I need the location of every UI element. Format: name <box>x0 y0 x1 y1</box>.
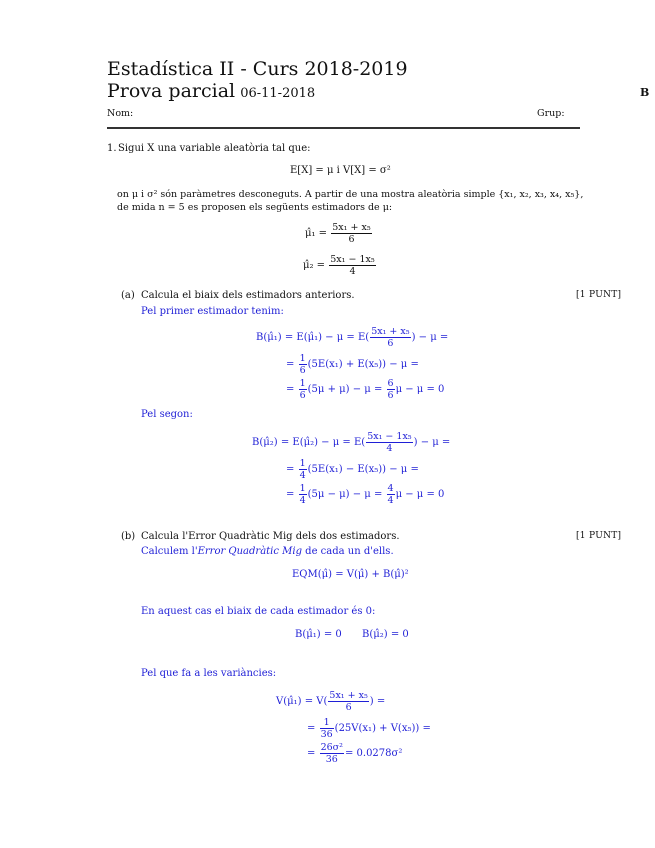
nom-label: Nom: <box>107 108 134 119</box>
part-b-question: Calcula l'Error Quadràtic Mig dels dos estimadors. <box>141 531 400 542</box>
variance-intro: Pel que fa a les variàncies: <box>141 668 277 679</box>
exam-type: Prova parcial <box>107 80 236 102</box>
bias-eq1-line1: B(μ̂₁) = E(μ̂₁) − μ = E( $\frac{\text{5x₁ + x₅}}{6}$ ) − μ = <box>256 326 449 349</box>
bias-eq2-line3: = $\frac{1}{4}$ (5μ − μ) − μ = $\frac{4}{4}$ μ − μ = 0 <box>286 483 445 506</box>
question-number: 1. <box>107 143 117 154</box>
part-a-points: [1 PUNT] <box>576 290 622 300</box>
part-a-second-intro: Pel segon: <box>141 409 193 420</box>
variance-line1: V(μ̂₁) = V( $\frac{\text{5x₁ + x₅}}{6}$ ) = <box>276 690 386 713</box>
question-intro: Sigui X una variable aleatòria tal que: <box>118 143 311 154</box>
version-letter: B <box>640 86 650 99</box>
part-b-intro: Calculem l'Error Quadràtic Mig de cada un d'ells. <box>141 546 394 557</box>
eqm-formula: EQM(μ̂) = V(μ̂) + B(μ̂)² <box>292 569 409 580</box>
params-line-1: on μ i σ² són paràmetres desconeguts. A partir de una mostra aleatòria simple {x₁, x₂, x₃, x₄, x₅}, <box>117 189 584 200</box>
estimator-2: μ̂₂ = $\frac{\text{5x₁ − 1x₅}}{4}$ <box>303 254 375 277</box>
part-b-points: [1 PUNT] <box>576 531 622 541</box>
exam-date: 06-11-2018 <box>240 86 316 101</box>
bias-eq2-line1: B(μ̂₂) = E(μ̂₂) − μ = E( $\frac{\text{5x₁ − 1x₅}}{4}$ ) − μ = <box>252 431 451 454</box>
variance-line3: = $\frac{\text{26σ²}}{36}$ = 0.0278σ² <box>307 742 403 765</box>
part-a-first-intro: Pel primer estimador tenim: <box>141 306 284 317</box>
part-b-label: (b) <box>121 531 136 542</box>
part-a-question: Calcula el biaix dels estimadors anteriors. <box>141 290 355 301</box>
estimator-1: μ̂₁ = $\frac{\text{5x₁ + x₅}}{6}$ <box>305 222 371 245</box>
bias-zero-intro: En aquest cas el biaix de cada estimador és 0: <box>141 606 376 617</box>
exam-subtitle <box>107 80 315 102</box>
bias-eq1-line2: = $\frac{1}{6}$ (5E(x₁) + E(x₅)) − μ = <box>286 353 419 376</box>
expectation-equation: E[X] = μ i V[X] = σ² <box>290 165 391 176</box>
header-divider <box>107 127 580 129</box>
bias-zero-2: B(μ̂₂) = 0 <box>362 629 409 640</box>
variance-line2: = $\frac{1}{36}$ (25V(x₁) + V(x₅)) = <box>307 717 431 740</box>
page-title: Estadística II - Curs 2018-2019 <box>107 58 408 80</box>
params-line-2: de mida n = 5 es proposen els següents estimadors de μ: <box>117 202 393 213</box>
grup-label: Grup: <box>537 108 565 119</box>
part-a-label: (a) <box>121 290 135 301</box>
bias-eq1-line3: = $\frac{1}{6}$ (5μ + μ) − μ = $\frac{6}{6}$ μ − μ = 0 <box>286 378 445 401</box>
bias-zero-1: B(μ̂₁) = 0 <box>295 629 342 640</box>
bias-eq2-line2: = $\frac{1}{4}$ (5E(x₁) − E(x₅)) − μ = <box>286 458 419 481</box>
